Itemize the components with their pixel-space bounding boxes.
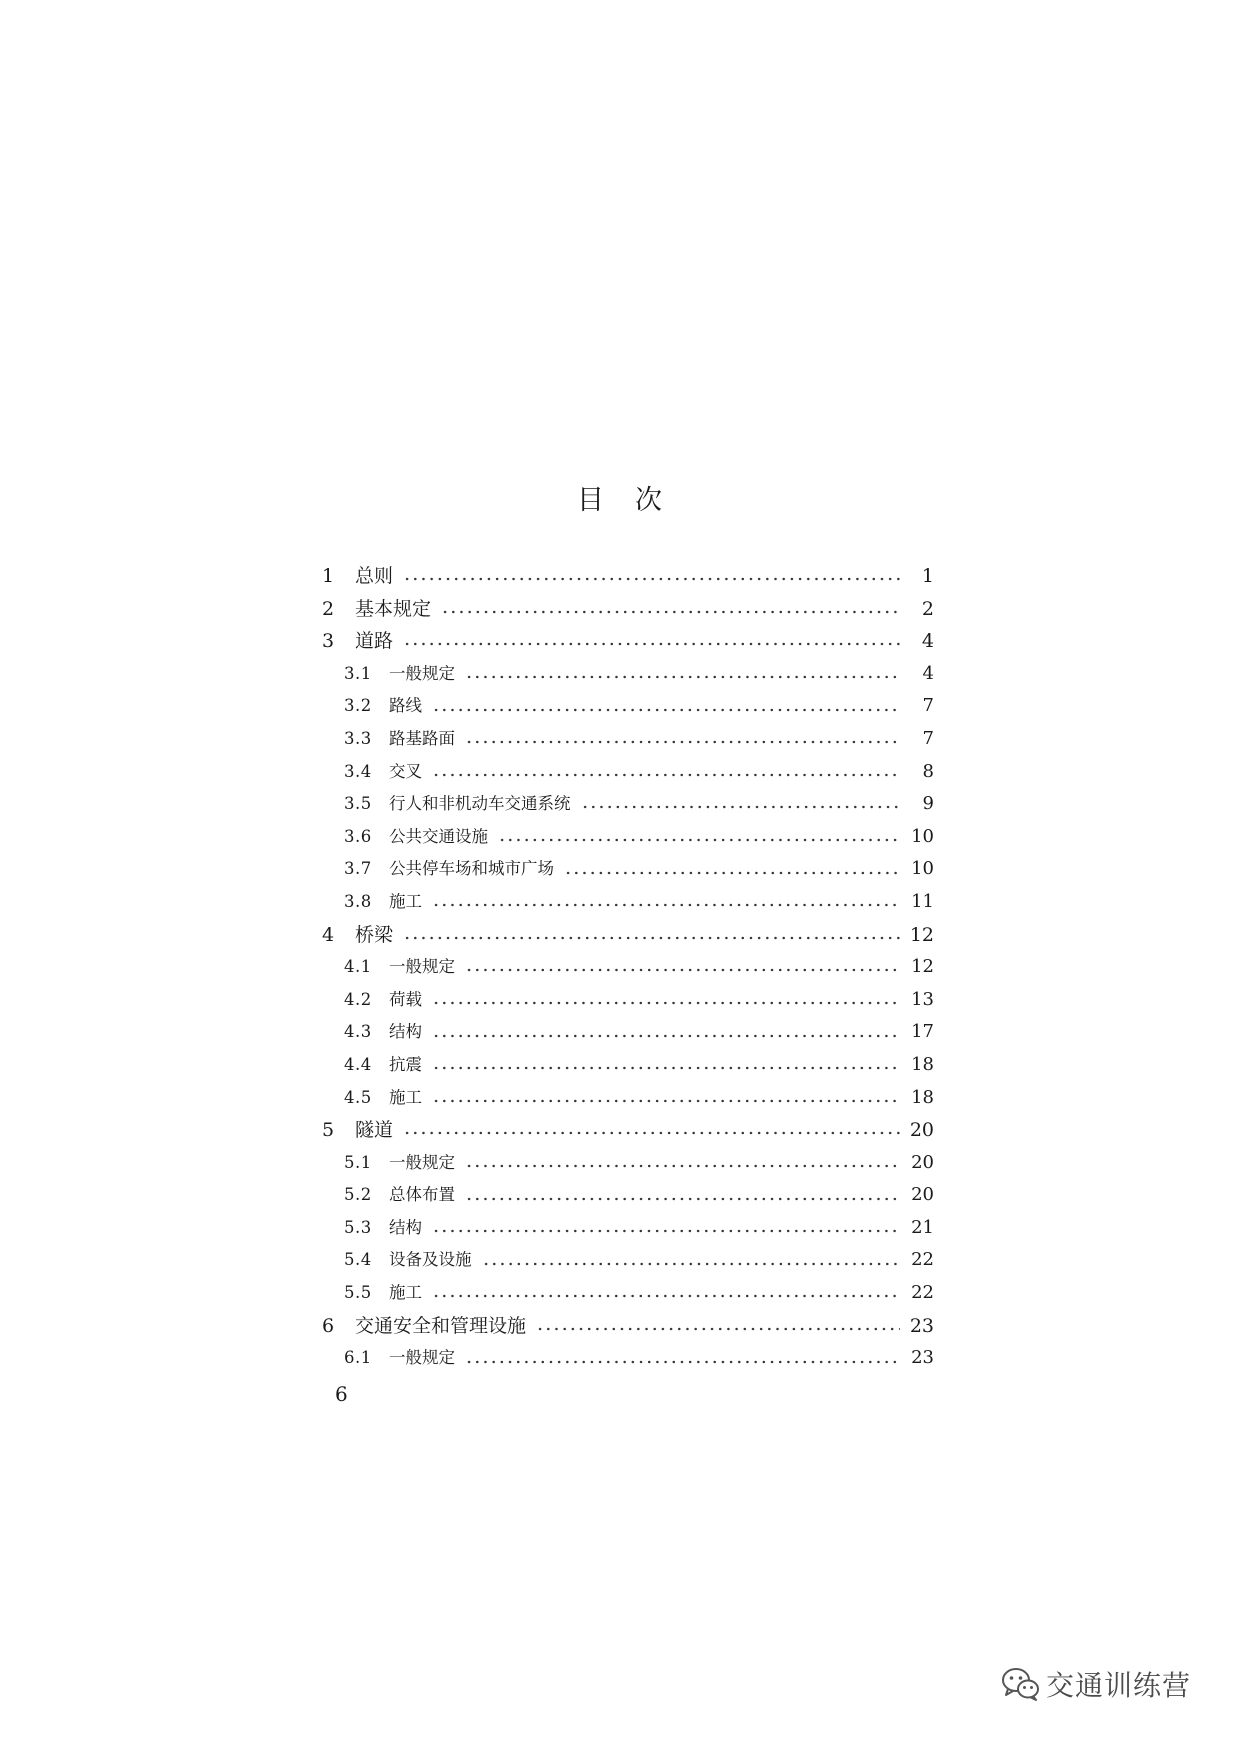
toc-entry xyxy=(322,951,934,984)
dot-leader xyxy=(482,1261,901,1267)
toc-entry-title: 设备及设施 xyxy=(389,1250,472,1270)
toc-entry xyxy=(322,1342,934,1375)
toc-entry-number: 5.3 xyxy=(344,1217,372,1237)
wechat-icon xyxy=(1000,1666,1040,1702)
toc-entry xyxy=(322,1016,934,1049)
dot-leader xyxy=(581,804,901,810)
toc-entry-page: 23 xyxy=(911,1347,934,1369)
toc-entry-title: 交通安全和管理设施 xyxy=(355,1314,527,1337)
toc-entry-number: 6.1 xyxy=(344,1348,372,1368)
toc-entry-page: 7 xyxy=(922,695,934,717)
toc-entry-page: 20 xyxy=(911,1184,934,1206)
toc-entry-title: 隧道 xyxy=(355,1119,394,1142)
toc-entry-number: 4.1 xyxy=(344,957,372,977)
toc-entry xyxy=(322,1179,934,1212)
toc-entry-title: 结构 xyxy=(389,1217,422,1237)
toc-entry xyxy=(322,625,934,658)
toc-entry-number: 5.5 xyxy=(344,1283,372,1303)
toc-entry-number: 3.8 xyxy=(344,891,372,911)
toc-entry-number: 4.3 xyxy=(344,1022,372,1042)
dot-leader xyxy=(432,1228,900,1234)
toc-entry-title: 一般规定 xyxy=(389,1348,455,1368)
toc-entry-number: 1 xyxy=(322,565,336,587)
toc-entry xyxy=(322,1049,934,1082)
toc-entry xyxy=(322,756,934,789)
toc-entry-page: 9 xyxy=(922,793,934,815)
toc-entry-page: 22 xyxy=(911,1282,934,1304)
toc-entry xyxy=(322,919,934,952)
toc-entry xyxy=(322,723,934,756)
toc-entry-title: 抗震 xyxy=(389,1054,422,1074)
watermark xyxy=(1000,1666,1191,1702)
toc-entry xyxy=(322,1114,934,1147)
toc-entry-title: 总则 xyxy=(355,565,394,587)
dot-leader xyxy=(432,902,900,908)
dot-leader xyxy=(432,1293,900,1299)
dot-leader xyxy=(432,1033,900,1039)
toc-entry xyxy=(322,1147,934,1180)
toc-entry-title: 施工 xyxy=(389,891,422,911)
toc-entry-page: 12 xyxy=(911,956,934,978)
toc-entry-page: 20 xyxy=(911,1151,934,1173)
toc-entry-title: 道路 xyxy=(355,630,394,653)
toc-entry-page: 11 xyxy=(911,890,934,912)
toc-entry-title: 施工 xyxy=(389,1283,422,1303)
toc-entry-page: 8 xyxy=(922,760,934,782)
toc-entry-page: 23 xyxy=(909,1314,934,1337)
toc-entry-page: 10 xyxy=(911,858,934,880)
toc-entry-page: 18 xyxy=(911,1053,934,1075)
toc-entry xyxy=(322,1082,934,1115)
toc-entry-number: 2 xyxy=(322,597,336,620)
toc-entry xyxy=(322,821,934,854)
toc-entry-title: 一般规定 xyxy=(389,1152,455,1172)
toc-entry xyxy=(322,560,934,593)
toc-entry-title: 施工 xyxy=(389,1087,422,1107)
dot-leader xyxy=(465,1359,900,1365)
toc-entry-title: 行人和非机动车交通系统 xyxy=(389,794,571,814)
toc-entry xyxy=(322,1212,934,1245)
toc-entry-title: 桥梁 xyxy=(355,923,394,946)
toc-entry-number: 4.5 xyxy=(344,1087,372,1107)
toc-entry xyxy=(322,1277,934,1310)
toc-title: 目 次 xyxy=(577,485,664,516)
toc-entry-number: 4.2 xyxy=(344,989,372,1009)
toc-entry-title: 一般规定 xyxy=(389,957,455,977)
toc-entry-page: 12 xyxy=(909,923,934,946)
toc-entry-title: 公共停车场和城市广场 xyxy=(389,859,554,879)
toc-entry xyxy=(322,593,934,626)
toc-entry-title: 一般规定 xyxy=(389,663,455,683)
toc-entry-number: 3.2 xyxy=(344,696,372,716)
toc-entry-page: 2 xyxy=(921,597,934,620)
toc-entry xyxy=(322,886,934,919)
dot-leader xyxy=(465,674,900,680)
toc-entry-title: 公共交通设施 xyxy=(389,826,488,846)
toc-entry-title: 荷载 xyxy=(389,989,422,1009)
toc-entry-title: 交叉 xyxy=(389,761,422,781)
toc-entry-number: 3.6 xyxy=(344,826,372,846)
dot-leader xyxy=(403,641,900,647)
dot-leader xyxy=(432,772,900,778)
page-number: 6 xyxy=(335,1382,348,1406)
toc-entry-number: 3 xyxy=(322,630,336,653)
toc-entry-number: 4 xyxy=(322,923,336,946)
toc-entry-page: 17 xyxy=(911,1021,934,1043)
dot-leader xyxy=(403,1130,900,1136)
toc-entry-page: 4 xyxy=(922,662,934,684)
toc-entry-title: 基本规定 xyxy=(355,597,432,620)
toc-entry-page: 1 xyxy=(921,565,934,587)
toc-entry-number: 5.1 xyxy=(344,1152,372,1172)
toc-entry-title: 结构 xyxy=(389,1022,422,1042)
dot-leader xyxy=(465,1163,900,1169)
toc-entry-number: 5 xyxy=(322,1119,336,1142)
toc-entry-number: 5.2 xyxy=(344,1185,372,1205)
toc-entry-number: 3.7 xyxy=(344,859,372,879)
toc-entry-page: 4 xyxy=(921,630,934,653)
toc-entry-title: 路基路面 xyxy=(389,728,455,748)
toc-entry-number: 6 xyxy=(322,1314,336,1337)
toc-entry-page: 20 xyxy=(909,1119,934,1142)
toc-entry xyxy=(322,1310,934,1343)
toc-entry-number: 3.4 xyxy=(344,761,372,781)
dot-leader xyxy=(432,1000,900,1006)
dot-leader xyxy=(432,707,900,713)
dot-leader xyxy=(465,967,900,973)
toc-entry-page: 18 xyxy=(911,1086,934,1108)
toc-entry xyxy=(322,690,934,723)
toc-entry-page: 21 xyxy=(911,1216,934,1238)
toc-entry-number: 4.4 xyxy=(344,1054,372,1074)
dot-leader xyxy=(432,1098,900,1104)
dot-leader xyxy=(403,576,900,582)
dot-leader xyxy=(465,1196,900,1202)
toc-list xyxy=(322,560,934,1375)
toc-entry xyxy=(322,1244,934,1277)
toc-entry xyxy=(322,853,934,886)
dot-leader xyxy=(403,935,900,941)
dot-leader xyxy=(441,609,900,615)
toc-entry xyxy=(322,658,934,691)
toc-entry xyxy=(322,788,934,821)
dot-leader xyxy=(564,870,900,876)
dot-leader xyxy=(465,739,900,745)
toc-entry-number: 3.1 xyxy=(344,663,372,683)
toc-entry-title: 路线 xyxy=(389,696,422,716)
watermark-text: 交通训练营 xyxy=(1046,1669,1192,1702)
toc-entry-page: 10 xyxy=(911,825,934,847)
toc-entry-title: 总体布置 xyxy=(389,1185,455,1205)
dot-leader xyxy=(498,837,900,843)
toc-entry xyxy=(322,984,934,1017)
toc-entry-page: 13 xyxy=(911,988,934,1010)
toc-entry-page: 7 xyxy=(922,727,934,749)
toc-entry-page: 22 xyxy=(911,1249,934,1271)
toc-entry-number: 5.4 xyxy=(344,1250,372,1270)
dot-leader xyxy=(536,1326,900,1332)
toc-entry-number: 3.3 xyxy=(344,728,372,748)
dot-leader xyxy=(432,1065,900,1071)
toc-entry-number: 3.5 xyxy=(344,794,372,814)
